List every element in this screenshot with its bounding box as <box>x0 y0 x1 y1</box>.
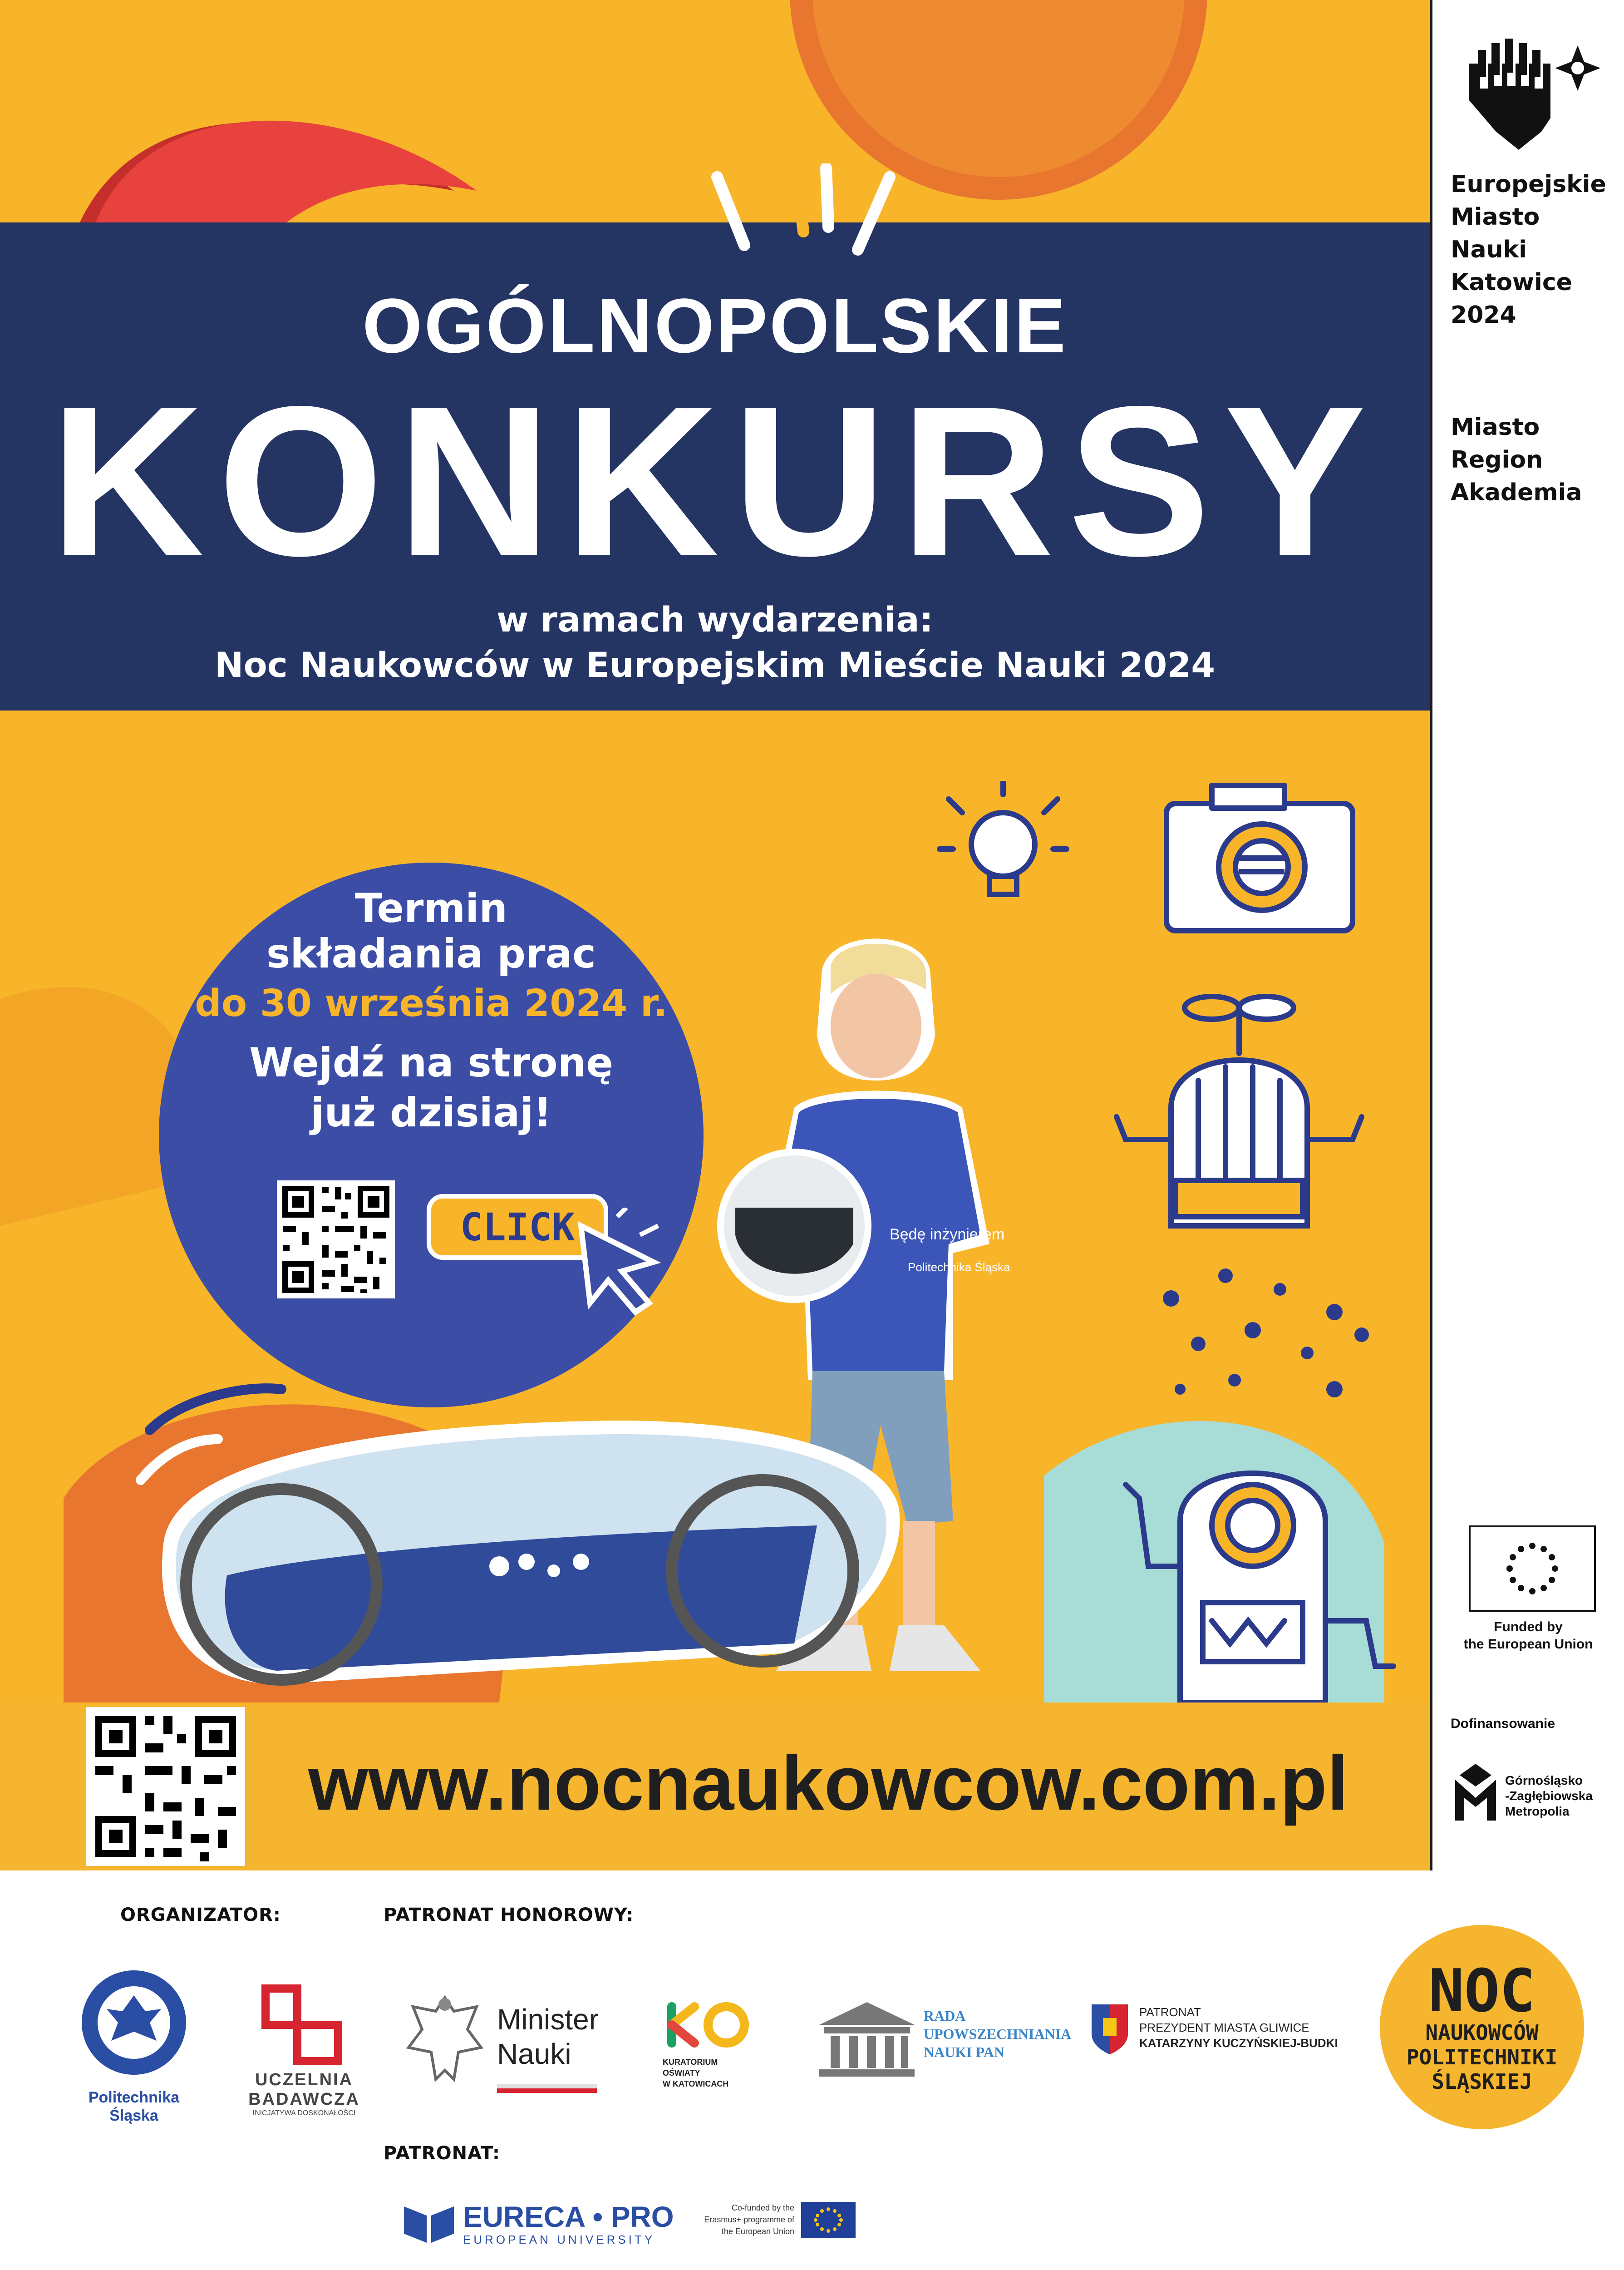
minister-line-1: Minister <box>497 2003 599 2036</box>
kuratorium-logo-icon <box>663 1998 753 2052</box>
header-subtitle-1: w ramach wydarzenia: <box>496 599 934 640</box>
patronage-label: PATRONAT: <box>384 2143 501 2164</box>
eureca-book-icon <box>399 2197 458 2247</box>
polsl-line-2: Śląska <box>109 2107 158 2124</box>
mra-line-3: Akademia <box>1451 479 1582 506</box>
noc-line-1: NOC <box>1428 1956 1535 2025</box>
rada-line-1: RADA <box>924 2008 966 2024</box>
eu-line-2: the European Union <box>1463 1637 1593 1652</box>
uczelnia-line-3: INICJATYWA DOSKONAŁOŚCI <box>252 2109 356 2117</box>
gzm-logo-icon <box>1451 1762 1501 1825</box>
gliwice-line-2: PREZYDENT MIASTA GLIWICE <box>1139 2021 1309 2034</box>
gliwice-coat-of-arms-icon <box>1089 2002 1130 2057</box>
eagle-emblem-icon <box>404 1989 486 2093</box>
emn-text <box>1451 168 1606 331</box>
sparkle-lines <box>708 163 935 281</box>
deadline-line2: składania prac <box>266 930 596 977</box>
kuratorium-line-2: OŚWIATY <box>663 2068 700 2078</box>
header-subtitle-2: Noc Naukowców w Europejskim Mieście Nauki 2024 <box>214 645 1216 685</box>
cofunding-label: Dofinansowanie <box>1451 1716 1555 1731</box>
eu-funding-text <box>1432 1619 1624 1653</box>
rada-building-icon <box>815 1998 919 2079</box>
qr-code-website[interactable] <box>86 1707 245 1866</box>
deadline-date: do 30 września 2024 r. <box>195 982 668 1025</box>
minister-text <box>497 2002 599 2071</box>
lightbulb-icon <box>935 781 1071 917</box>
robot-body-icon <box>1112 1430 1403 1712</box>
emn-line-1: Europejskie <box>1451 171 1606 198</box>
cursor-icon <box>563 1208 676 1321</box>
erasmus-text <box>676 2202 794 2237</box>
eureca-text <box>463 2201 674 2247</box>
honorary-label: PATRONAT HONOROWY: <box>384 1905 634 1925</box>
mra-line-1: Miasto <box>1451 414 1540 441</box>
qr-code-circle[interactable] <box>277 1180 395 1298</box>
gliwice-line-3: KATARZYNY KUCZYŃSKIEJ-BUDKI <box>1139 2036 1338 2050</box>
polsl-line-1: Politechnika <box>88 2089 180 2106</box>
gliwice-text <box>1139 2004 1338 2051</box>
polsl-logo-icon <box>77 1966 191 2088</box>
kuratorium-line-1: KURATORIUM <box>663 2058 718 2067</box>
camera-icon <box>1153 763 1366 944</box>
noc-line-2: NAUKOWCÓW <box>1425 2020 1539 2045</box>
gzm-text <box>1505 1773 1593 1819</box>
minister-bar-red <box>497 2088 597 2093</box>
robot-head-icon <box>1107 990 1389 1244</box>
gzm-line-3: Metropolia <box>1505 1804 1570 1818</box>
header-line1: OGÓLNOPOLSKIE <box>362 283 1068 369</box>
emn-line-2: Miasto <box>1451 203 1540 231</box>
shirt-brand: Politechnika Śląska <box>908 1260 1010 1274</box>
rada-text <box>924 2007 1071 2061</box>
page-title: KONKURSY <box>50 362 1380 600</box>
eureca-line-2: EUROPEAN UNIVERSITY <box>463 2233 655 2246</box>
emn-line-3: Nauki <box>1451 236 1527 263</box>
shirt-text: Będę inżynierem <box>890 1226 1005 1243</box>
right-sidebar <box>1430 0 1624 1870</box>
mra-line-2: Region <box>1451 446 1543 474</box>
kuratorium-text <box>663 2057 728 2089</box>
uczelnia-line-1: UCZELNIA <box>255 2070 354 2089</box>
uczelnia-line-2: BADAWCZA <box>248 2090 360 2109</box>
noc-line-3: POLITECHNIKI <box>1406 2045 1558 2069</box>
gzm-line-2: -Zagłębiowska <box>1505 1789 1593 1803</box>
minister-bar-white <box>497 2084 597 2088</box>
uczelnia-logo-icon <box>256 1979 352 2070</box>
erasmus-line-2: Erasmus+ programme of <box>704 2215 794 2224</box>
noc-line-4: ŚLĄSKIEJ <box>1432 2069 1532 2094</box>
click-button[interactable]: CLICK <box>427 1194 608 1260</box>
noc-text <box>1380 1956 1584 2094</box>
erasmus-line-3: the European Union <box>721 2227 794 2236</box>
eu-flag-small-icon <box>801 2202 856 2238</box>
minister-line-2: Nauki <box>497 2038 571 2070</box>
rada-line-3: NAUKI PAN <box>924 2044 1005 2060</box>
organizer-label: ORGANIZATOR: <box>120 1905 281 1925</box>
emn-logo-icon <box>1460 32 1600 150</box>
mra-text <box>1451 411 1582 509</box>
erasmus-line-1: Co-funded by the <box>731 2203 794 2212</box>
deadline-line4: już dzisiaj! <box>310 1089 552 1136</box>
emn-line-5: 2024 <box>1451 301 1516 329</box>
website-url[interactable]: www.nocnaukowcow.com.pl <box>308 1740 1349 1826</box>
eu-line-1: Funded by <box>1494 1619 1563 1634</box>
rada-line-2: UPOWSZECHNIANIA <box>924 2026 1072 2042</box>
uczelnia-text <box>227 2070 381 2117</box>
vehicle-photo <box>136 1371 930 1707</box>
deadline-line1: Termin <box>355 885 507 932</box>
dots-decoration <box>1144 1262 1389 1407</box>
eu-flag-icon <box>1469 1525 1596 1612</box>
deadline-line3: Wejdź na stronę <box>249 1039 613 1086</box>
eureca-line-1: EURECA • PRO <box>463 2201 674 2233</box>
gzm-line-1: Górnośląsko <box>1505 1773 1583 1787</box>
gliwice-line-1: PATRONAT <box>1139 2005 1201 2019</box>
polsl-name <box>54 2088 213 2125</box>
kuratorium-line-3: W KATOWICACH <box>663 2079 729 2088</box>
emn-line-4: Katowice <box>1451 269 1572 296</box>
